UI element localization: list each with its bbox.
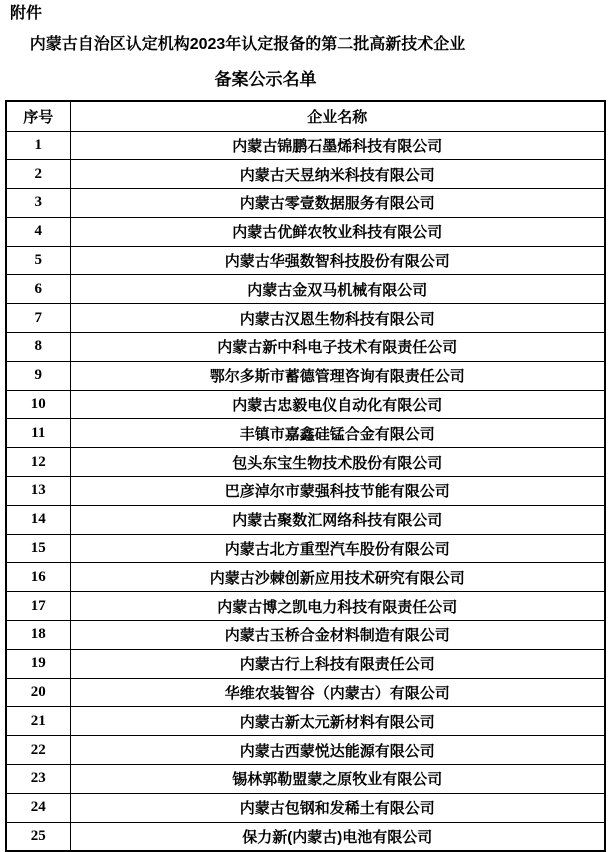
row-company-name: 内蒙古金双马机械有限公司 xyxy=(70,275,605,304)
row-company-name: 内蒙古零壹数据服务有限公司 xyxy=(70,189,605,218)
row-serial-number: 4 xyxy=(6,217,70,246)
table-row xyxy=(6,477,605,506)
table-row xyxy=(6,822,605,851)
row-company-name: 内蒙古新中科电子技术有限责任公司 xyxy=(70,333,605,362)
row-serial-number: 23 xyxy=(6,765,70,794)
table-row xyxy=(6,390,605,419)
row-serial-number: 13 xyxy=(6,477,70,506)
document-title-line1: 内蒙古自治区认定机构2023年认定报备的第二批高新技术企业 xyxy=(29,36,466,53)
row-company-name: 内蒙古聚数汇网络科技有限公司 xyxy=(70,505,605,534)
row-serial-number: 11 xyxy=(6,419,70,448)
table-body xyxy=(6,131,605,851)
row-company-name: 内蒙古忠毅电仪自动化有限公司 xyxy=(70,390,605,419)
row-company-name: 内蒙古汉恩生物科技有限公司 xyxy=(70,304,605,333)
document-title-line2: 备案公示名单 xyxy=(214,70,317,89)
table-row xyxy=(6,189,605,218)
table-row xyxy=(6,649,605,678)
row-company-name: 巴彦淖尔市蒙强科技节能有限公司 xyxy=(70,477,605,506)
row-company-name: 锡林郭勒盟蒙之原牧业有限公司 xyxy=(70,765,605,794)
row-company-name: 内蒙古行上科技有限责任公司 xyxy=(70,649,605,678)
table-row xyxy=(6,707,605,736)
row-serial-number: 7 xyxy=(6,304,70,333)
row-company-name: 鄂尔多斯市蓄德管理咨询有限责任公司 xyxy=(70,361,605,390)
row-company-name: 内蒙古天昱纳米科技有限公司 xyxy=(70,160,605,189)
row-serial-number: 12 xyxy=(6,448,70,477)
table-row xyxy=(6,505,605,534)
table-row xyxy=(6,304,605,333)
table-row xyxy=(6,678,605,707)
table-row xyxy=(6,361,605,390)
row-serial-number: 3 xyxy=(6,189,70,218)
table-row xyxy=(6,131,605,160)
table-row xyxy=(6,563,605,592)
row-serial-number: 9 xyxy=(6,361,70,390)
row-company-name: 内蒙古华强数智科技股份有限公司 xyxy=(70,246,605,275)
row-serial-number: 2 xyxy=(6,160,70,189)
attachment-label: 附件 xyxy=(10,5,43,22)
row-serial-number: 21 xyxy=(6,707,70,736)
table-row xyxy=(6,621,605,650)
row-company-name: 包头东宝生物技术股份有限公司 xyxy=(70,448,605,477)
row-serial-number: 1 xyxy=(6,131,70,160)
row-company-name: 华维农装智谷（内蒙古）有限公司 xyxy=(70,678,605,707)
row-company-name: 内蒙古锦鹏石墨烯科技有限公司 xyxy=(70,131,605,160)
table-row xyxy=(6,419,605,448)
table-row xyxy=(6,592,605,621)
table-row xyxy=(6,333,605,362)
row-serial-number: 16 xyxy=(6,563,70,592)
row-company-name: 保力新(内蒙古)电池有限公司 xyxy=(70,822,605,851)
row-company-name: 内蒙古包钢和发稀土有限公司 xyxy=(70,793,605,822)
row-serial-number: 5 xyxy=(6,246,70,275)
row-serial-number: 14 xyxy=(6,505,70,534)
table-row xyxy=(6,534,605,563)
row-company-name: 内蒙古北方重型汽车股份有限公司 xyxy=(70,534,605,563)
table-row xyxy=(6,160,605,189)
row-serial-number: 6 xyxy=(6,275,70,304)
row-company-name: 内蒙古新太元新材料有限公司 xyxy=(70,707,605,736)
table-row xyxy=(6,448,605,477)
row-company-name: 内蒙古沙棘创新应用技术研究有限公司 xyxy=(70,563,605,592)
row-serial-number: 18 xyxy=(6,621,70,650)
row-serial-number: 25 xyxy=(6,822,70,851)
row-serial-number: 15 xyxy=(6,534,70,563)
row-serial-number: 24 xyxy=(6,793,70,822)
row-company-name: 丰镇市嘉鑫硅锰合金有限公司 xyxy=(70,419,605,448)
row-company-name: 内蒙古优鲜农牧业科技有限公司 xyxy=(70,217,605,246)
row-serial-number: 10 xyxy=(6,390,70,419)
company-table xyxy=(5,100,606,852)
table-row xyxy=(6,217,605,246)
table-row xyxy=(6,793,605,822)
row-company-name: 内蒙古西蒙悦达能源有限公司 xyxy=(70,736,605,765)
row-serial-number: 8 xyxy=(6,333,70,362)
table-row xyxy=(6,736,605,765)
row-serial-number: 22 xyxy=(6,736,70,765)
row-serial-number: 20 xyxy=(6,678,70,707)
table-row xyxy=(6,275,605,304)
table-row xyxy=(6,246,605,275)
table-header-row xyxy=(6,101,605,131)
row-company-name: 内蒙古博之凯电力科技有限责任公司 xyxy=(70,592,605,621)
header-serial-number: 序号 xyxy=(6,101,70,131)
header-company-name: 企业名称 xyxy=(70,101,605,131)
table-head xyxy=(6,101,605,131)
row-company-name: 内蒙古玉桥合金材料制造有限公司 xyxy=(70,621,605,650)
table-row xyxy=(6,765,605,794)
row-serial-number: 19 xyxy=(6,649,70,678)
row-serial-number: 17 xyxy=(6,592,70,621)
